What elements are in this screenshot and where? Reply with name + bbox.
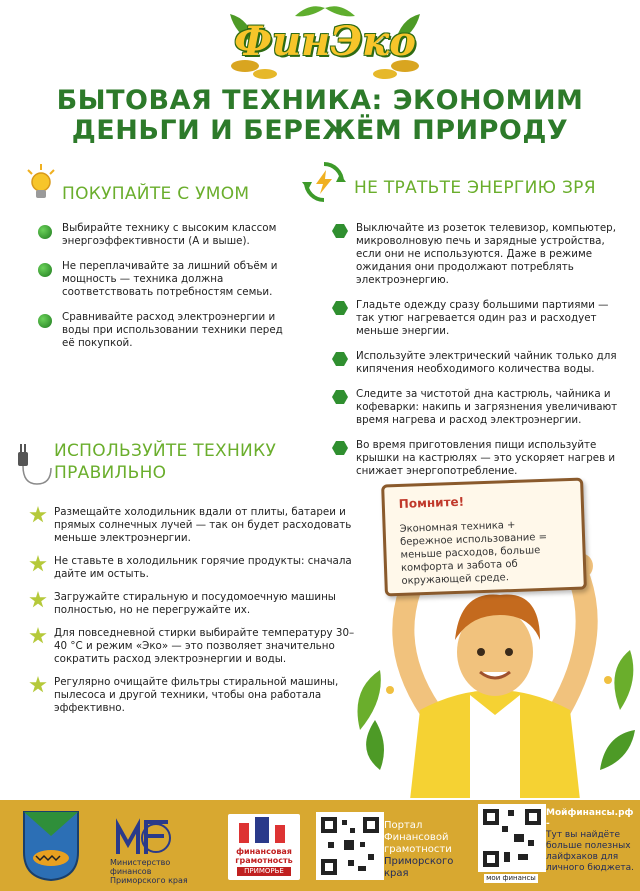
coat-of-arms-icon — [22, 810, 80, 882]
title-line-2: ДЕНЬГИ И БЕРЕЖЁМ ПРИРОДУ — [71, 115, 569, 146]
qr-code-portal-icon[interactable] — [316, 812, 384, 880]
literacy-text: финансовая грамотность — [235, 847, 293, 865]
green-dot-icon — [38, 314, 52, 328]
green-hexagon-icon — [332, 352, 348, 366]
energy-recycle-icon — [302, 160, 346, 204]
remember-text: Экономная техника + бережное использование = меньше расходов, больше комфорта и забота об окружающей среде. — [399, 519, 548, 587]
myfinance-label: мои финансы — [484, 874, 538, 883]
remember-sign — [381, 478, 587, 597]
list-item: Гладьте одежду сразу большими партиями — так утюг нагревается один раз и расходует меньше энергии. — [330, 299, 630, 338]
list-item: Не переплачивайте за лишний объём и мощность — техника должна соответствовать потребностям семьи. — [36, 260, 298, 299]
footer — [0, 800, 640, 891]
star-icon — [29, 591, 47, 609]
lightbulb-icon — [24, 162, 58, 204]
green-hexagon-icon — [332, 301, 348, 315]
buy-smart-list — [36, 222, 298, 350]
green-hexagon-icon — [332, 441, 348, 455]
star-icon — [29, 627, 47, 645]
list-item: Во время приготовления пищи используйте крышки на кастрюлях — это ускоряет нагрев и снижает энергопотребление. — [330, 439, 630, 478]
page-title — [40, 86, 600, 146]
list-item: Используйте электрический чайник только для кипячения необходимого количества воды. — [330, 350, 630, 376]
star-icon — [29, 555, 47, 573]
list-item: Загружайте стиральную и посудомоечную машины полностью, но не перегружайте их. — [28, 591, 358, 617]
star-icon — [29, 676, 47, 694]
finEco-logo — [225, 4, 425, 82]
use-right-list — [28, 506, 358, 715]
list-item: Не ставьте в холодильник горячие продукты: сначала дайте им остыть. — [28, 555, 358, 581]
financial-literacy-logo — [228, 814, 300, 880]
remember-title: Помните! — [398, 494, 465, 511]
green-hexagon-icon — [332, 224, 348, 238]
list-item: Выбирайте технику с высоким классом энергоэффективности (А и выше). — [36, 222, 298, 248]
title-line-1: БЫТОВАЯ ТЕХНИКА: ЭКОНОМИМ — [56, 85, 584, 116]
green-dot-icon — [38, 225, 52, 239]
ministry-name: Министерство финансов Приморского края — [110, 858, 188, 885]
section-title-buy-smart: ПОКУПАЙТЕ С УМОМ — [62, 184, 250, 204]
list-item: Сравнивайте расход электроэнергии и воды при использовании техники перед её покупкой. — [36, 311, 298, 350]
qr-code-myfinance-icon[interactable] — [478, 804, 546, 872]
save-energy-list — [330, 222, 630, 478]
section-title-use-right — [54, 440, 276, 484]
section-title-line-2: ПРАВИЛЬНО — [54, 463, 167, 483]
portal-text: Портал Финансовой грамотности Приморского края — [384, 820, 454, 879]
green-hexagon-icon — [332, 390, 348, 404]
green-dot-icon — [38, 263, 52, 277]
section-title-save-energy: НЕ ТРАТЬТЕ ЭНЕРГИЮ ЗРЯ — [354, 178, 596, 198]
list-item: Размещайте холодильник вдали от плиты, батареи и прямых солнечных лучей — так он будет расходовать меньше электроэнергии. — [28, 506, 358, 545]
literacy-region: ПРИМОРЬЕ — [237, 867, 291, 876]
list-item: Следите за чистотой дна кастрюль, чайника и кофеварки: накипь и загрязнения увеличивают время нагрева и расход электроэнергии. — [330, 388, 630, 427]
list-item: Для повседневной стирки выбирайте температуру 30–40 °С и режим «Эко» — это позволяет значительно сократить расход электроэнергии и воды. — [28, 627, 358, 666]
plug-icon — [14, 440, 54, 490]
list-item: Выключайте из розеток телевизор, компьютер, микроволновую печь и зарядные устройства, если они не используются. Даже в режиме ожидания они продолжают потреблять электроэнергию. — [330, 222, 630, 287]
myfinance-text: Мойфинансы.рф - Тут вы найдёте больше полезных лайфхаков для личного бюджета. — [546, 808, 635, 873]
buildings-icon — [229, 815, 299, 845]
section-title-line-1: ИСПОЛЬЗУЙТЕ ТЕХНИКУ — [54, 441, 277, 461]
ministry-logo-icon — [112, 816, 192, 856]
star-icon — [29, 506, 47, 524]
logo-text: ФинЭко — [234, 18, 416, 65]
list-item: Регулярно очищайте фильтры стиральной машины, пылесоса и другой техники, чтобы она работала эффективно. — [28, 676, 358, 715]
